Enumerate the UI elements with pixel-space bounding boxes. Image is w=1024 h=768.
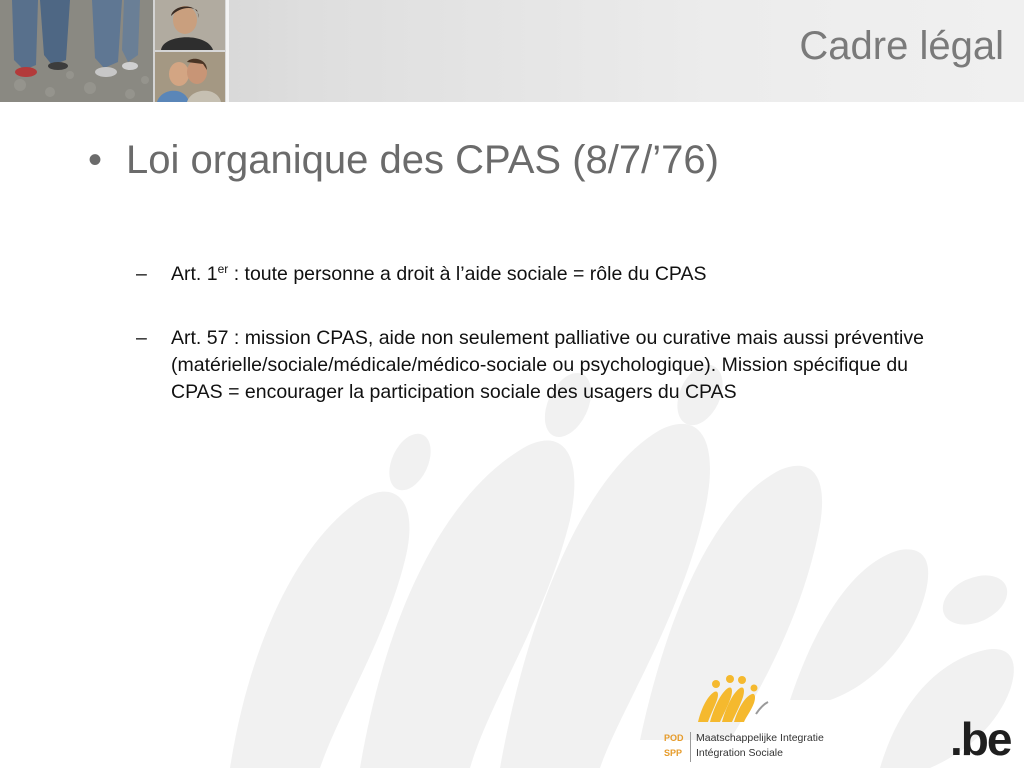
header-photo-walking-people	[0, 0, 153, 102]
spp-label: SPP	[664, 748, 683, 758]
sub-item-text	[171, 261, 931, 288]
organisation-names	[696, 731, 824, 761]
article-57-text: Art. 57 : mission CPAS, aide non seulement palliative ou curative mais aussi préventive (matérielle/sociale/médicale/médico-sociale ou psychologique). Mission spécifique du CPAS = encourager la participation sociale des usagers du CPAS	[171, 327, 924, 403]
header-band	[0, 0, 1024, 102]
sub-item-dash: –	[136, 263, 147, 285]
pod-spp-labels	[664, 731, 684, 761]
org-name-nl: Maatschappelijke Integratie	[696, 732, 824, 744]
article-1-prefix: Art. 1	[171, 263, 218, 285]
footer-divider	[690, 732, 691, 762]
article-1-superscript: er	[217, 262, 229, 276]
belgium-be-logo: .be	[950, 713, 1011, 765]
header-photo-couple	[155, 52, 225, 102]
pod-label: POD	[664, 733, 684, 743]
header-photo-young-person	[155, 0, 225, 50]
bullet-marker: •	[88, 138, 103, 182]
org-name-fr: Intégration Sociale	[696, 747, 783, 759]
photo-divider	[226, 0, 229, 102]
sub-item-dash: –	[136, 327, 147, 349]
article-1-suffix: : toute personne a droit à l’aide sociale = rôle du CPAS	[228, 263, 707, 285]
main-bullet-text: Loi organique des CPAS (8/7/’76)	[126, 138, 719, 182]
slide-title: Cadre légal	[799, 24, 1004, 68]
